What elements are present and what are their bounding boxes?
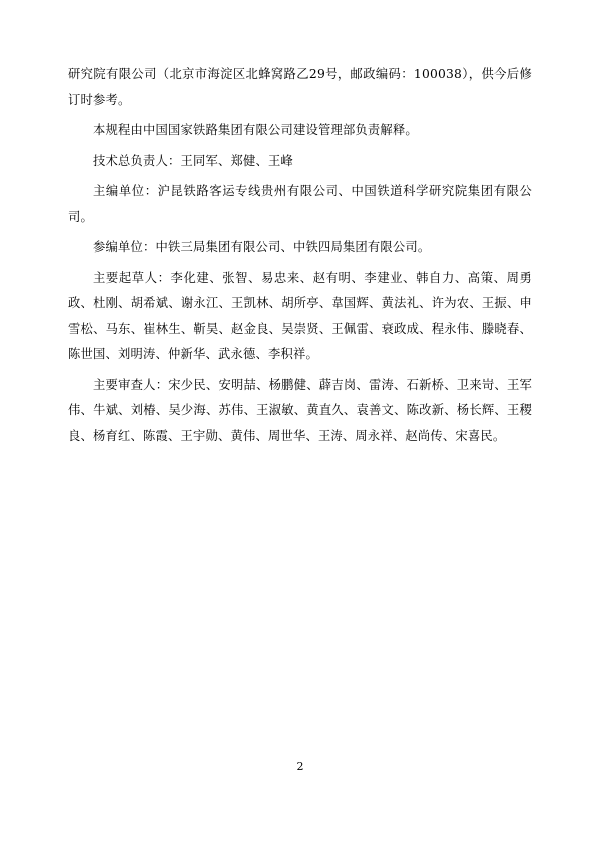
page-body <box>68 62 532 449</box>
paragraph-1: 研究院有限公司（北京市海淀区北蜂窝路乙29号，邮政编码：100038），供今后修订时参考。 <box>68 67 532 107</box>
paragraph-participating-units: 参编单位：中铁三局集团有限公司、中铁四局集团有限公司。 <box>93 240 431 254</box>
paragraph-main-reviewers: 主要审查人：宋少民、安明喆、杨鹏健、薜吉岗、雷涛、石新桥、卫来岢、王军伟、牛斌、刘椿、吴少海、苏伟、王淑敏、黄直久、袁善文、陈改新、杨长辉、王稷良、杨育红、陈霞、王宇勋、黄伟、周世华、王涛、周永祥、赵尚传、宋喜民。 <box>68 377 532 443</box>
paragraph-main-drafters: 主要起草人：李化建、张智、易忠来、赵有明、李建业、韩自力、高策、周勇政、杜刚、胡希斌、谢永江、王凯林、胡所亭、韋国辉、黄法礼、许为农、王振、申雪松、马东、崔林生、靳昊、赵金良、吴崇贤、王佩雷、衰政成、程永伟、滕晓春、陈世国、刘明涛、仲新华、武永德、李积祥。 <box>68 270 532 361</box>
page-number: 2 <box>296 760 304 773</box>
paragraph-interpretation: 本规程由中国国家铁路集团有限公司建设管理部负责解释。 <box>93 123 418 137</box>
paragraph-technical-leads: 技术总负责人：王同军、郑健、王峰 <box>93 153 293 168</box>
paragraph-chief-editors: 主编单位：沪昆铁路客运专线贵州有限公司、中国铁道科学研究院集团有限公司。 <box>68 184 532 224</box>
